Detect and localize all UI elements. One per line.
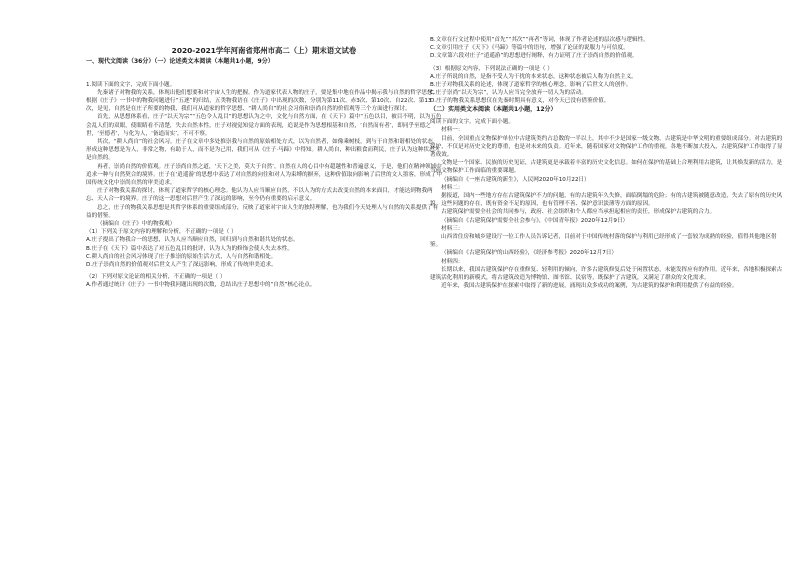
paragraph: 山西省住房和城乡建设厅一位工作人员告诉记者，目前对于中国传统村落的保护与利用已经形成了一套较为成熟的经验，值得其他地区借鉴。 [430, 234, 777, 249]
paragraph: 古建筑保护需要全社会的共同参与，政府、社会组织和个人都应当承担起相应的责任，形成保护古建筑的合力。 [441, 209, 716, 216]
question-1: （1）下列关于原文内容的理解和分析，不正确的一项是（ ） [86, 229, 237, 236]
instruction: 阅读下面的文字，完成下面小题。 [430, 119, 514, 126]
section-heading-2: （二）实用类文本阅读（本题共1小题，12分） [430, 105, 557, 113]
source-note: （摘编自《古建筑保护需要全社会参与》，《中国青年报》2020年12月9日） [441, 217, 629, 224]
left-column [86, 36, 442, 290]
option: D.文章第六段对庄子“逍遥游”的思想进行阐释，有力证明了庄子崇尚自然的价值观。 [430, 53, 638, 60]
question-2: （2）下列对原文论证的相关分析，不正确的一项是（ ） [86, 274, 226, 281]
question-3: （3）根据原文内容，下列说法正确的一项是（ ） [430, 65, 553, 72]
material-label: 材料三： [441, 225, 464, 232]
option: A.庄子提出了物我合一的思想，认为人应当顺应自然，回归到与自然和谐共处的状态。 [86, 237, 299, 244]
right-column [430, 36, 786, 290]
paragraph: 长期以来，我国古建筑保护存在重修复、轻利用的倾向，许多古建筑修复后处于闲置状态，未能发挥应有的作用。近年来，各地积极探索古建筑活化利用的新模式，将古建筑改造为博物馆、图书馆、民宿等，既保护了古建筑，又满足了群众的文化需求。 [430, 266, 783, 282]
paragraph: 文物是一个国家、民族的历史见证，古建筑更是承载着丰富的历史文化信息。如何在保护的基础上合理利用古建筑，让其焕发新的活力，是当前文物保护工作面临的重要课题。 [430, 160, 783, 175]
option: C.耕人尚自的社会风习体现了庄子推崇的原始生活方式，人与自然和谐相处。 [86, 253, 277, 260]
section-heading-1: 一、现代文阅读（36分）（一）论述类文本阅读（本题共1小题，9分） [86, 58, 274, 65]
paragraph: 再者，崇尚自然的价值观。庄子崇尚自然之道，‘天下之美，莫大于自然’，自然在人的心目中有超越性和普遍意义，于是，他们在精神领域中追求一种与自然契合的境界。庄子在‘逍遥游’的思想中表达了对自然的向往和对人为束缚的摒弃，这种价值取向影响了后世的文人墨客，形成了中国传统文化中崇尚自然的审美追求。 [86, 163, 442, 187]
paragraph: 先秦诸子对物我的关系，体现出他们想要和对宇宙人生的把握。作为道家代表人物的庄子，要是集中地在作品中揭示我与自然的哲学思想，根据《庄子》一书中的物我问题进行“五逐”的归结，五类物我语在《庄子》中出现的次数，分别为第11次、赤3次、第10次、自22次、第13次，是见，自然是在庄子所要的物我，我们可从道家的哲学思想、“耕人尚自”的社会习俗和崇尚自然的价值观等三个方面进行探讨。 [86, 89, 439, 113]
option: B.庄子在《天下》篇中表达了对五色乱目的批评，认为人为的修饰会使人失去本性。 [86, 245, 293, 252]
paragraph: 目前，全国重点文物保护单位中古建筑类约占总数的一半以上，其中不少是国家一级文物，古建筑是中华文明的重要组成部分。对古建筑的保护，不仅是对历史文化的尊重，也是对未来的负责。近年来，随着国家对文物保护工作的重视，各地不断加大投入，古建筑保护工作取得了显著成效。 [430, 135, 783, 159]
instruction: 1.阅读下面的文字，完成下面小题。 [86, 81, 176, 88]
option: B.文章在行文过程中使用“首先”“其次”“再者”等词，体现了作者论述的层次感与逻辑性。 [430, 37, 649, 43]
paragraph: 近年来，我国古建筑保护在探索中取得了新的进展，涌现出众多成功的案例，为古建筑的保护和利用提供了有益的经验。 [441, 283, 738, 290]
paragraph: 总之，庄子的物我关系思想是其哲学体系的重要组成部分，反映了道家对宇宙人生的独特理解，也为我们今天处理人与自然的关系提供了有益的借鉴。 [86, 204, 439, 219]
paragraph: 庄子对物我关系的探讨，体现了道家哲学的核心理念。他认为人应当顺应自然，不以人为的方式去改变自然的本来面目，才能达到物我两忘、天人合一的境界。庄子的这一思想对后世产生了深远的影响，至今仍有重要的启示意义。 [86, 188, 433, 203]
option: A.作者通过统计《庄子》一书中物我问题出现的次数，总结出庄子思想中的“自然”核心论点。 [86, 282, 316, 289]
option: A.庄子所说的自然，是指不受人为干扰的本来状态，这种状态被后人称为自然主义。 [430, 73, 637, 80]
material-label: 材料二： [441, 184, 464, 191]
option: D.庄子崇尚自然的价值观对后世文人产生了深远影响，形成了传统审美追求。 [86, 262, 277, 269]
material-label: 材料一： [441, 127, 464, 134]
source-note: （摘编自《古建筑保护的山西经验》，《经济参考报》2020年12月7日） [441, 250, 617, 257]
option: B.庄子对物我关系的论述，体现了道家哲学的核心理念，影响了后世文人的创作。 [430, 82, 632, 89]
option: C.庄子崇尚“以天为宗”，认为人应当完全放弃一切人为的活动。 [430, 90, 587, 97]
paragraph: 据报道，国内一些地方存在古建筑保护不力的问题，有的古建筑年久失修，面临倒塌的危险；有的古建筑被随意改造，失去了原有的历史风貌。这些问题的存在，既有资金不足的原因，也有管理不善、保护意识淡薄等方面的原因。 [430, 193, 783, 208]
option: D.庄子的物我关系思想仅在先秦时期具有意义，对今天已没有借鉴价值。 [430, 98, 610, 105]
source-note: （摘编自《庄子》中的物我观） [97, 221, 176, 228]
paragraph: 首先，从思想体系看，庄子“以天为宗”“五色令人乱目”的思想认为之中，文化与自然方面，在《天下》篇中“五色以目，被目不明，以为五色会乱人们的双眼，使眼睛看不清楚，失去自然本性，庄子对视觉知觉方面的表现，追说是作为思想根基和自然，‘自然而有者’，即同乎至德之世，‘至德者’，与化为人，‘备道而实’，不可不察。 [86, 114, 442, 137]
material-label: 材料四： [441, 258, 464, 265]
paragraph: 其次，“耕人尚自”的社会风习。庄子在文章中多处推崇我与自然的原始相处方式，以为自然者，如像乘树枝，到与于自然和谐相处的状态，形成这种思想是为人，非常之物，有助于人，而不是为己用，我们可从《庄子·马蹄》中得知。耕人尚自，种出粮食而利民，庄子认为这种状态才是自然的。 [86, 139, 441, 162]
page-title: 2020-2021学年河南省郑州市高二（上）期末语文试卷 [171, 46, 357, 55]
option: C.文章引用庄子《天下》《马蹄》等篇中的语句，增强了论证的说服力与可信度。 [430, 45, 629, 52]
source-note: （摘编自《一座古建筑的新生》，人民网2020年10月22日） [441, 176, 590, 183]
